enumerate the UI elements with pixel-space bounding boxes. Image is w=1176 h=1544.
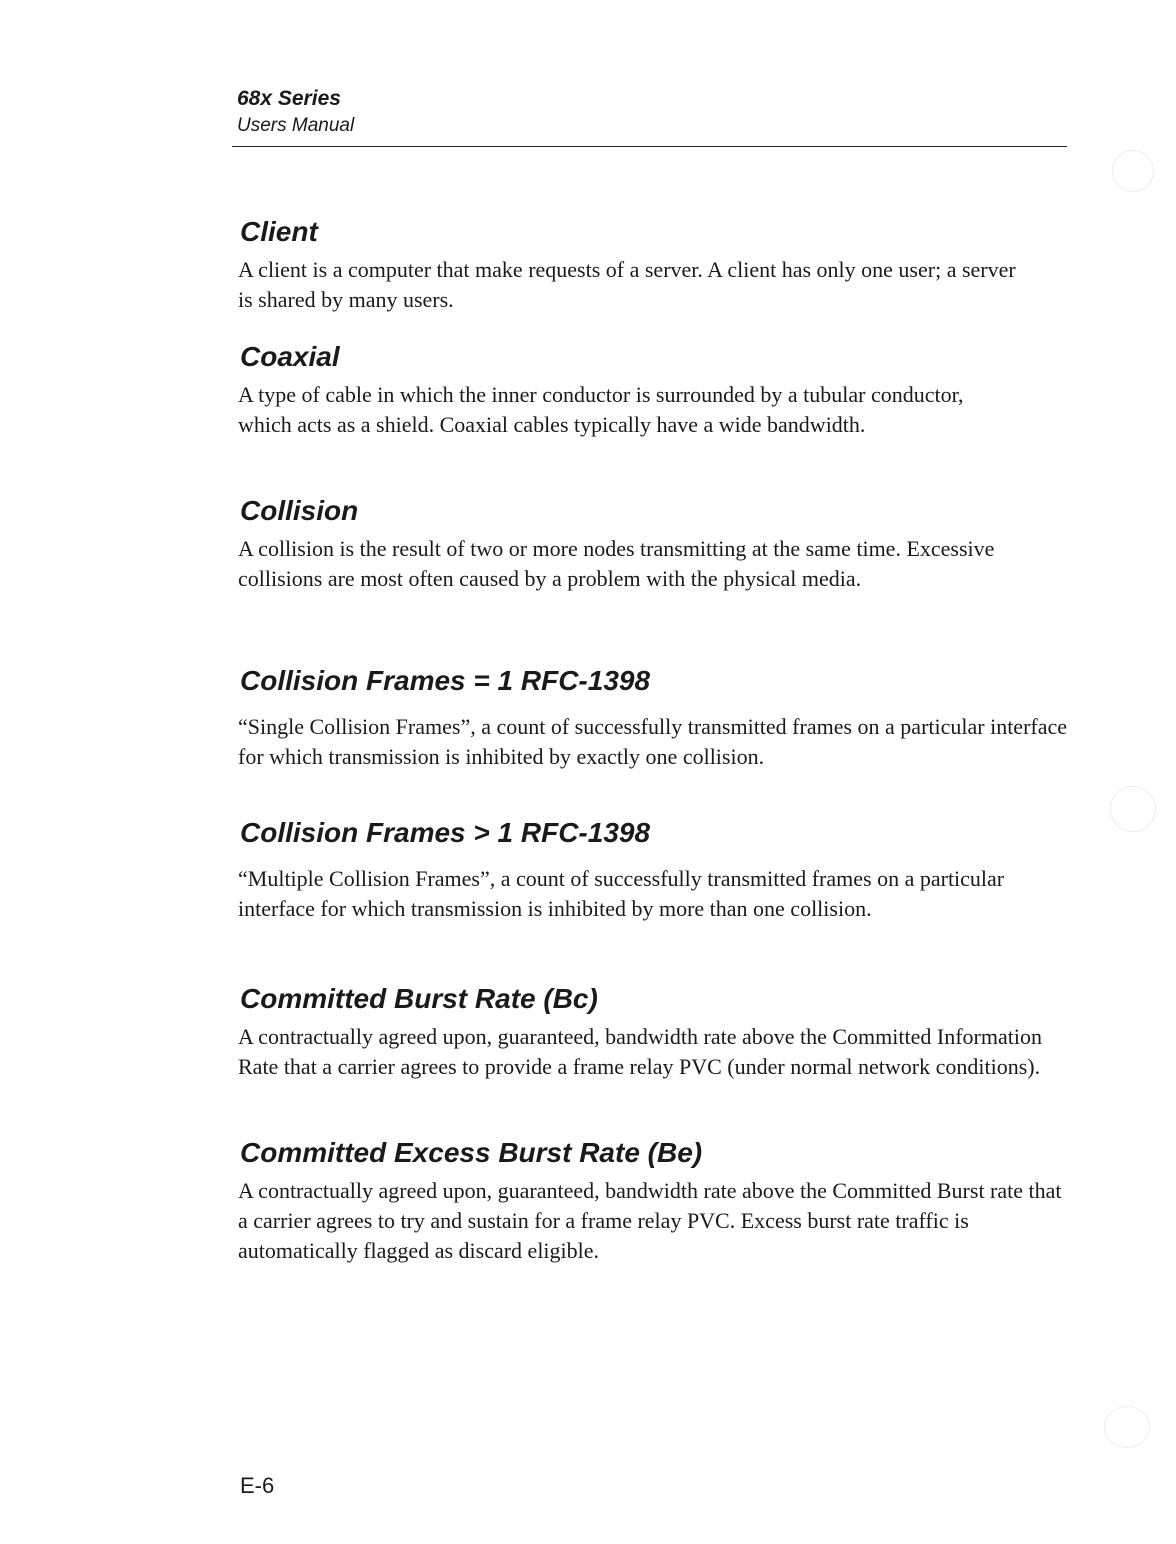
series-title: 68x Series: [237, 87, 341, 110]
header-rule: [232, 146, 1067, 147]
term-definition: “Single Collision Frames”, a count of successfully transmitted frames on a particular interface for which transmission is inhibited by exactly one collision.: [238, 714, 1068, 769]
glossary-entry-collision-frames-many: [238, 816, 1068, 924]
term-definition: “Multiple Collision Frames”, a count of successfully transmitted frames on a particular interface for which transmission is inhibited by more than one collision.: [238, 866, 1005, 921]
term-heading: Committed Burst Rate (Bc): [240, 983, 598, 1014]
term-definition: A contractually agreed upon, guaranteed, bandwidth rate above the Committed Information Rate that a carrier agrees to provide a frame relay PVC (under normal network conditions).: [238, 1024, 1042, 1079]
term-heading: Collision Frames > 1 RFC-1398: [240, 817, 651, 848]
page-number: E-6: [240, 1473, 275, 1498]
manual-title: Users Manual: [237, 115, 355, 136]
punch-hole-mark: [1112, 150, 1154, 192]
term-definition: A client is a computer that make requests of a server. A client has only one user; a server is shared by many users.: [238, 257, 1016, 312]
running-header: [237, 84, 1067, 138]
glossary-entry-collision: [238, 494, 1068, 594]
term-heading: Collision Frames = 1 RFC-1398: [240, 665, 651, 696]
term-heading: Committed Excess Burst Rate (Be): [240, 1137, 703, 1168]
glossary-entry-client: [238, 215, 1068, 315]
punch-hole-mark: [1110, 786, 1156, 832]
term-heading: Coaxial: [240, 341, 340, 372]
term-definition: A contractually agreed upon, guaranteed, bandwidth rate above the Committed Burst rate that a carrier agrees to try and sustain for a frame relay PVC. Excess burst rate traffic is automatically flagged as discard eligible.: [238, 1178, 1062, 1263]
term-heading: Client: [240, 216, 318, 247]
term-definition: A type of cable in which the inner conductor is surrounded by a tubular conductor, which acts as a shield. Coaxial cables typically have a wide bandwidth.: [238, 382, 964, 437]
glossary-entry-committed-excess-burst-rate: [238, 1136, 1068, 1266]
term-heading: Collision: [240, 495, 359, 526]
term-definition: A collision is the result of two or more nodes transmitting at the same time. Excessive collisions are most often caused by a problem with the physical media.: [238, 536, 995, 591]
glossary-entry-collision-frames-1: [238, 664, 1068, 772]
glossary-entry-coaxial: [238, 340, 1068, 440]
punch-hole-mark: [1104, 1406, 1150, 1448]
glossary-entry-committed-burst-rate: [238, 982, 1068, 1082]
